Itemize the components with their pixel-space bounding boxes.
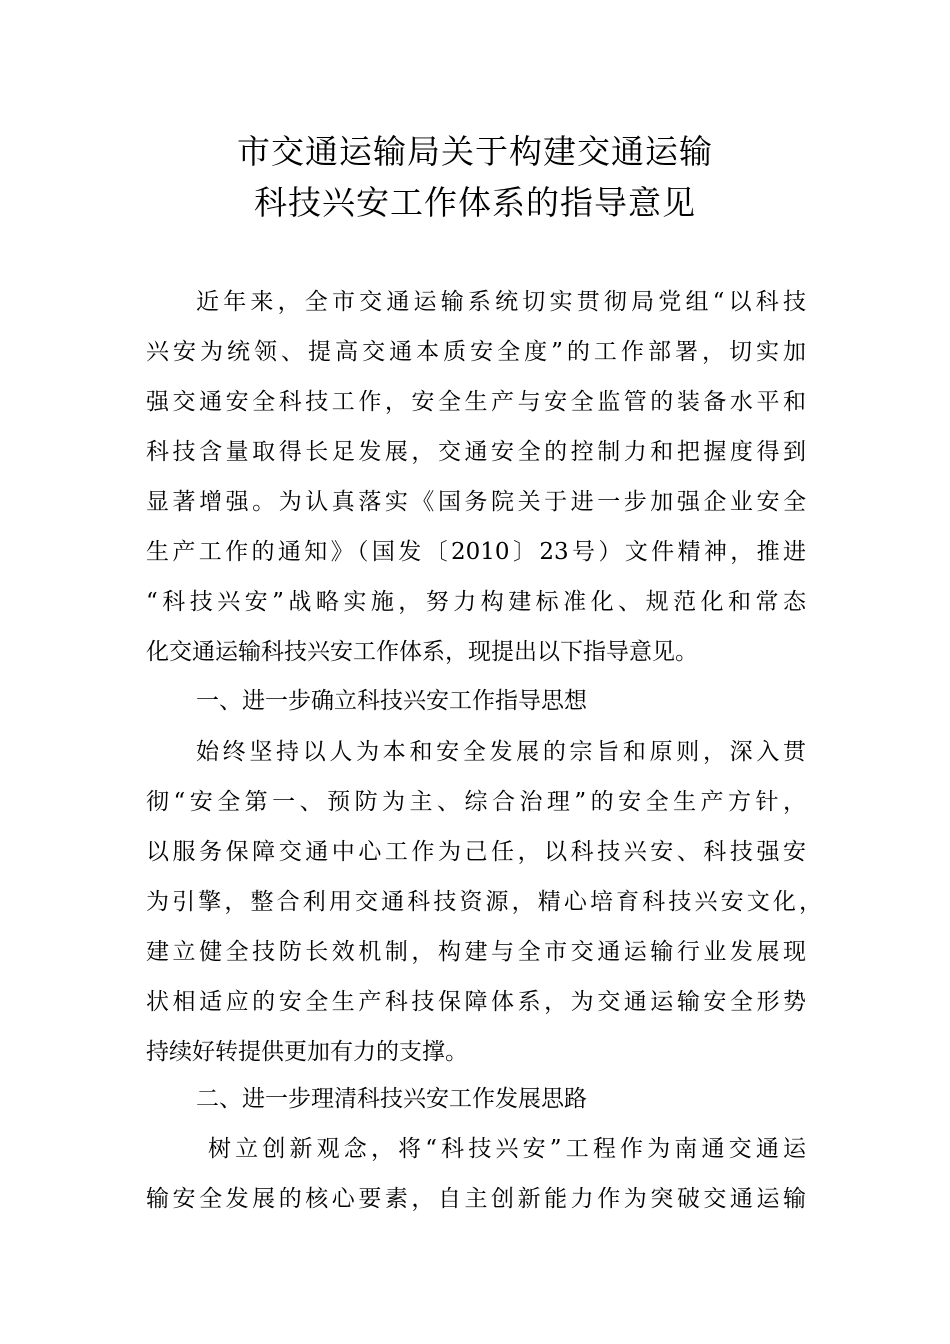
- paragraph-1-line-4: 科技含量取得长足发展，交通安全的控制力和把握度得到: [146, 439, 806, 465]
- paragraph-2-line-7: 持续好转提供更加有力的支撑。: [146, 1039, 468, 1065]
- paragraph-2-line-4: 为引擎，整合利用交通科技资源，精心培育科技兴安文化，: [146, 889, 822, 915]
- paragraph-1-line-7: “科技兴安”战略实施，努力构建标准化、规范化和常态: [146, 589, 806, 615]
- paragraph-3-line-1: 树立创新观念，将“科技兴安”工程作为南通交通运: [208, 1136, 806, 1162]
- paragraph-2-line-5: 建立健全技防长效机制，构建与全市交通运输行业发展现: [146, 939, 806, 965]
- section-heading-1: 一、进一步确立科技兴安工作指导思想: [196, 688, 587, 714]
- paragraph-2-line-3: 以服务保障交通中心工作为己任，以科技兴安、科技强安: [146, 839, 806, 865]
- document-title-line-1: 市交通运输局关于构建交通运输: [237, 132, 713, 171]
- paragraph-2-line-2: 彻“安全第一、预防为主、综合治理”的安全生产方针，: [146, 789, 806, 815]
- paragraph-1-line-6: 生产工作的通知》（国发〔2010〕23号）文件精神，推进: [146, 539, 806, 565]
- paragraph-1-line-2: 兴安为统领、提高交通本质安全度”的工作部署，切实加: [146, 339, 806, 365]
- paragraph-2-line-1: 始终坚持以人为本和安全发展的宗旨和原则，深入贯: [196, 739, 806, 765]
- paragraph-2-line-6: 状相适应的安全生产科技保障体系，为交通运输安全形势: [146, 989, 806, 1015]
- paragraph-1-line-3: 强交通安全科技工作，安全生产与安全监管的装备水平和: [146, 389, 806, 415]
- paragraph-3-line-2: 输安全发展的核心要素，自主创新能力作为突破交通运输: [146, 1186, 806, 1212]
- section-heading-2: 二、进一步理清科技兴安工作发展思路: [196, 1086, 587, 1112]
- document-title-line-2: 科技兴安工作体系的指导意见: [254, 183, 696, 222]
- paragraph-1-line-8: 化交通运输科技兴安工作体系，现提出以下指导意见。: [146, 639, 698, 665]
- paragraph-1-line-1: 近年来，全市交通运输系统切实贯彻局党组“以科技: [196, 289, 806, 315]
- paragraph-1-line-5: 显著增强。为认真落实《国务院关于进一步加强企业安全: [146, 489, 806, 515]
